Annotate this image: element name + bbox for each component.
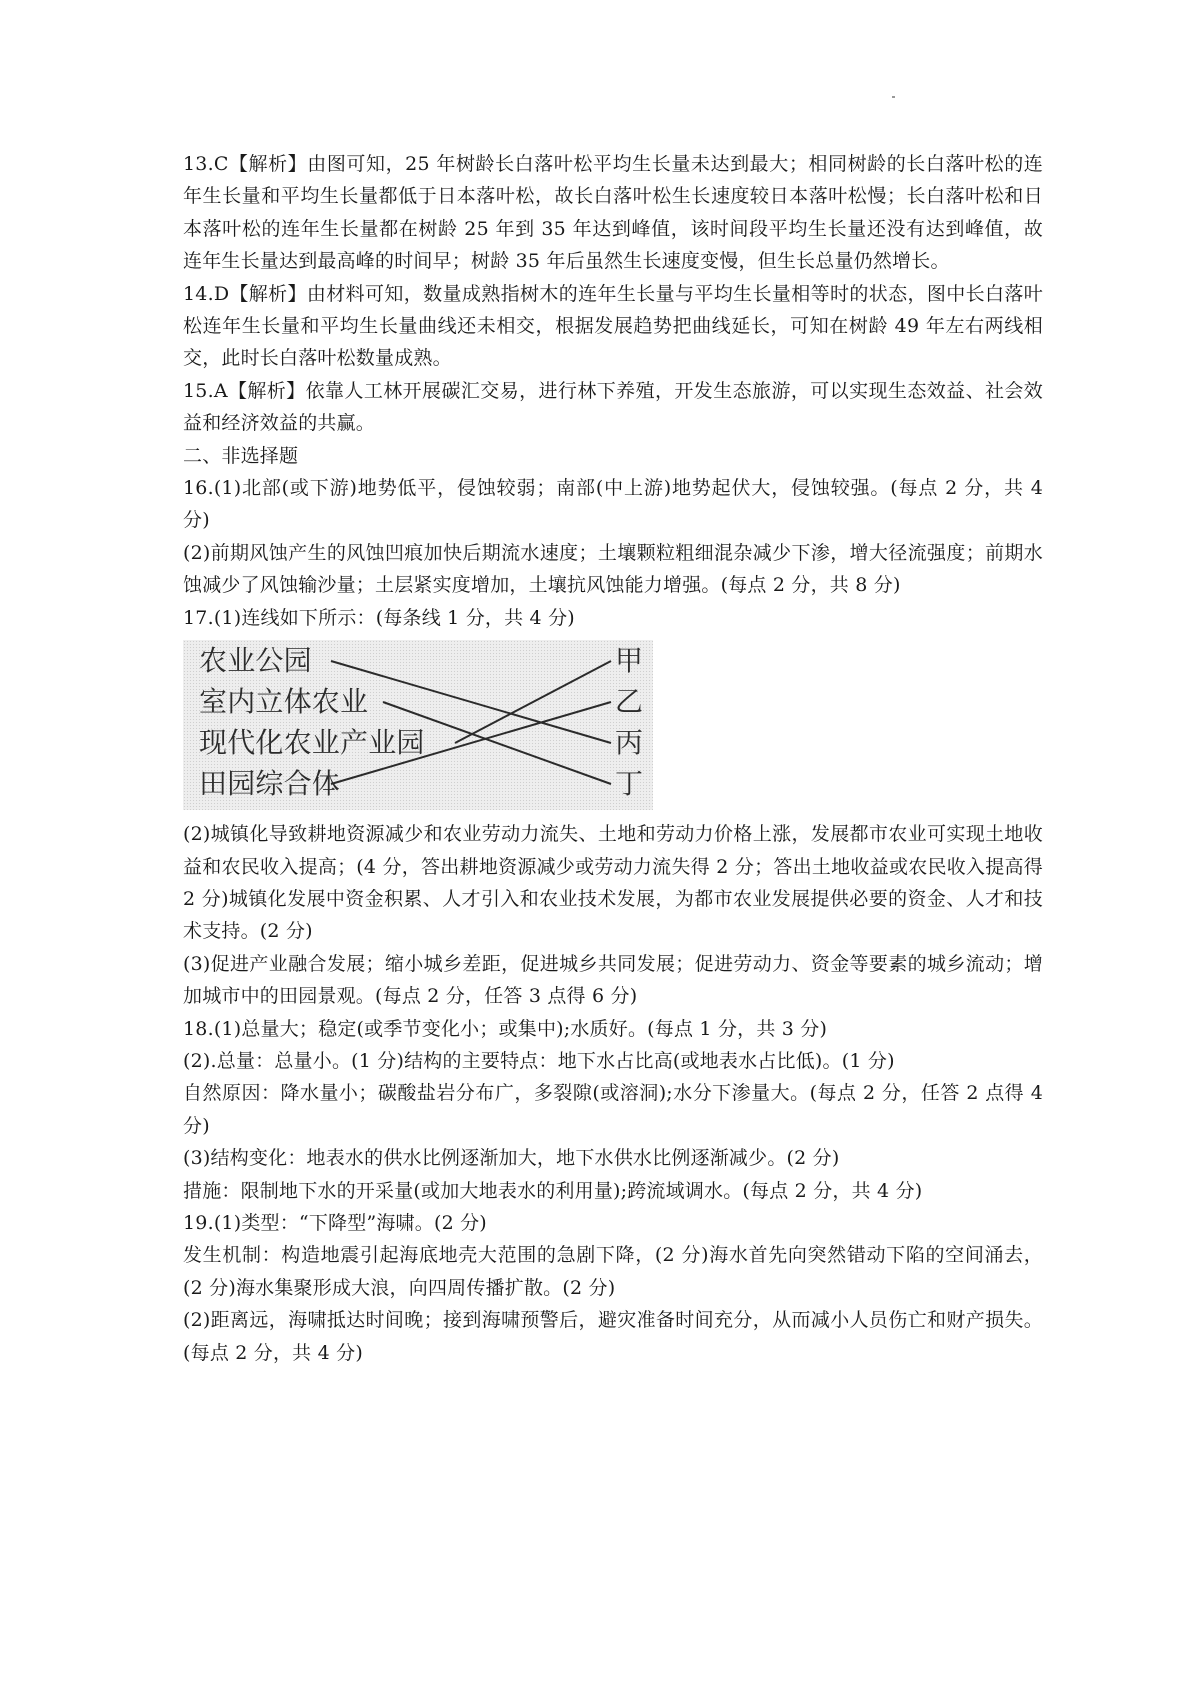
answer-content bbox=[183, 148, 1043, 1369]
answer-q15: 15.A【解析】依靠人工林开展碳汇交易，进行林下养殖，开发生态旅游，可以实现生态效益、社会效益和经济效益的共赢。 bbox=[183, 379, 1043, 435]
answer-q13: 13.C【解析】由图可知，25 年树龄长白落叶松平均生长量未达到最大；相同树龄的长白落叶松的连年生长量和平均生长量都低于日本落叶松，故长白落叶松生长速度较日本落叶松慢；长白落叶松和日本落叶松的连年生长量都在树龄 25 年到 35 年达到峰值，该时间段平均生长量还没有达到峰值，故连年生长量达到最高峰的时间早；树龄 35 年后虽然生长速度变慢，但生长总量仍然增长。 bbox=[183, 153, 1043, 273]
left-item-3: 现代化农业产业园 bbox=[199, 726, 425, 760]
answer-q17-3: (3)促进产业融合发展；缩小城乡差距，促进城乡共同发展；促进劳动力、资金等要素的城乡流动；增加城市中的田园景观。(每点 2 分，任答 3 点得 6 分) bbox=[183, 952, 1043, 1008]
answer-q17-2: (2)城镇化导致耕地资源减少和农业劳动力流失、土地和劳动力价格上涨，发展都市农业可实现土地收益和农民收入提高；(4 分，答出耕地资源减少或劳动力流失得 2 分；答出土地收益或农民收入提高得 2 分)城镇化发展中资金积累、人才引入和农业技术发展，为都市农业发展提供必要的资金、人才和技术支持。(2 分) bbox=[183, 823, 1043, 943]
left-item-1: 农业公园 bbox=[199, 644, 312, 678]
right-item-4: 丁 bbox=[615, 767, 644, 801]
section-heading: 二、非选择题 bbox=[183, 444, 299, 467]
matching-diagram bbox=[183, 640, 653, 810]
answer-q14: 14.D【解析】由材料可知，数量成熟指树木的连年生长量与平均生长量相等时的状态，图中长白落叶松连年生长量和平均生长量曲线还未相交，根据发展趋势把曲线延长，可知在树龄 49 年左右两线相交，此时长白落叶松数量成熟。 bbox=[183, 282, 1043, 370]
left-item-4: 田园综合体 bbox=[199, 767, 341, 801]
connection-line-3 bbox=[455, 661, 611, 743]
answer-q18-3b: 措施：限制地下水的开采量(或加大地表水的利用量);跨流域调水。(每点 2 分，共 4 分) bbox=[183, 1179, 923, 1202]
answer-q19-2: (2)距离远，海啸抵达时间晚；接到海啸预警后，避灾准备时间充分，从而减小人员伤亡和财产损失。(每点 2 分，共 4 分) bbox=[183, 1309, 1043, 1364]
answer-q18-3a: (3)结构变化：地表水的供水比例逐渐加大，地下水供水比例逐渐减少。(2 分) bbox=[183, 1147, 840, 1170]
scan-speck bbox=[892, 96, 895, 98]
answer-q16-2: (2)前期风蚀产生的风蚀凹痕加快后期流水速度；土壤颗粒粗细混杂减少下渗，增大径流强度；前期水蚀减少了风蚀输沙量；土层紧实度增加，土壤抗风蚀能力增强。(每点 2 分，共 8 分) bbox=[183, 541, 1043, 597]
left-item-2: 室内立体农业 bbox=[199, 685, 369, 719]
answer-q17-1: 17.(1)连线如下所示：(每条线 1 分，共 4 分) bbox=[183, 606, 575, 629]
right-item-3: 丙 bbox=[615, 726, 644, 760]
answer-q19-1b: 发生机制：构造地震引起海底地壳大范围的急剧下降，(2 分)海水首先向突然错动下陷的空间涌去，(2 分)海水集聚形成大浪，向四周传播扩散。(2 分) bbox=[183, 1244, 1043, 1299]
answer-q18-1: 18.(1)总量大；稳定(或季节变化小；或集中);水质好。(每点 1 分，共 3 分) bbox=[183, 1017, 828, 1040]
answer-q18-2a: (2).总量：总量小。(1 分)结构的主要特点：地下水占比高(或地表水占比低)。(1 分) bbox=[183, 1049, 895, 1072]
right-item-2: 乙 bbox=[615, 685, 644, 719]
right-item-1: 甲 bbox=[615, 644, 644, 678]
answer-q18-2b: 自然原因：降水量小；碳酸盐岩分布广，多裂隙(或溶洞);水分下渗量大。(每点 2 分，任答 2 点得 4 分) bbox=[183, 1082, 1043, 1137]
answer-q19-1a: 19.(1)类型：“下降型”海啸。(2 分) bbox=[183, 1211, 487, 1234]
answer-q16-1: 16.(1)北部(或下游)地势低平，侵蚀较弱；南部(中上游)地势起伏大，侵蚀较强。(每点 2 分，共 4 分) bbox=[183, 477, 1043, 532]
